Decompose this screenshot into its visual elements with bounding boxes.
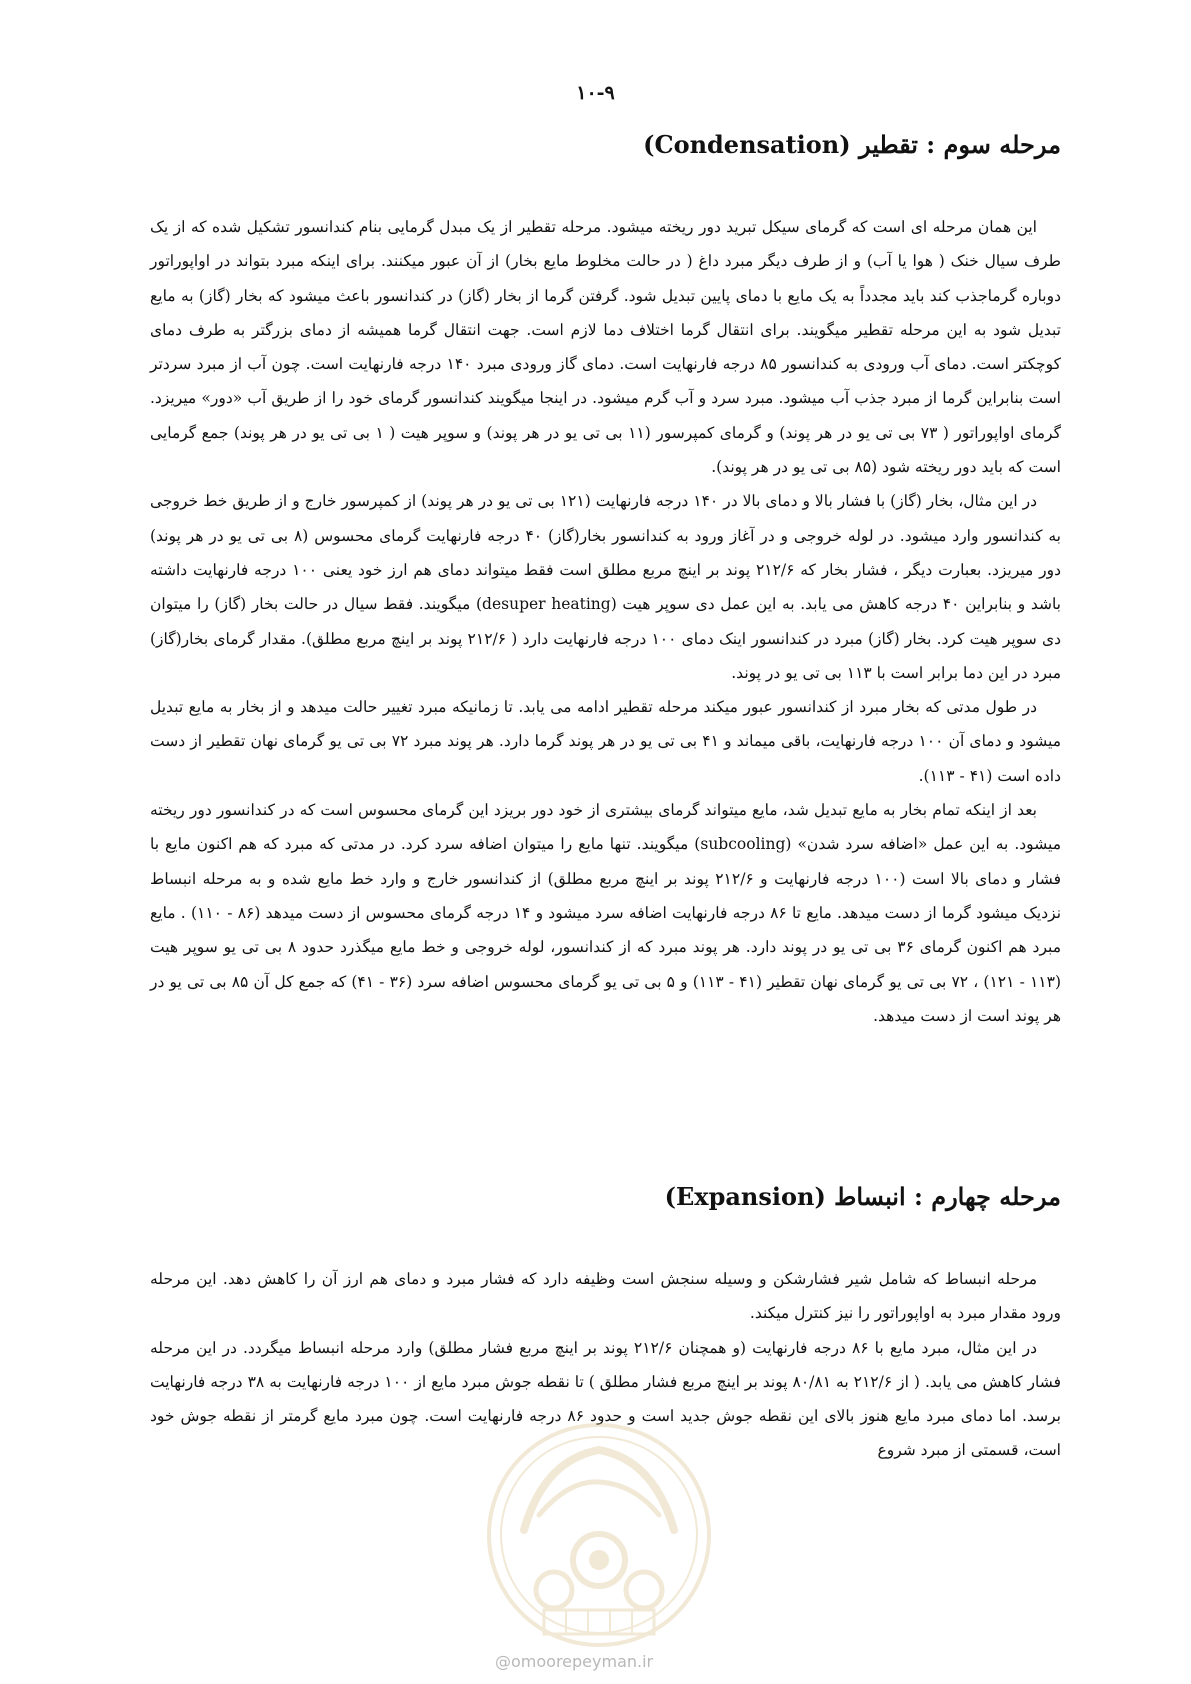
paragraph: این همان مرحله ای است که گرمای سیکل تبرید دور ریخته میشود. مرحله تقطیر از یک مبدل گرمایی بنام کندانسور تشکیل شده که از یک طرف سیال خنک ( هوا یا آب) و از طرف دیگر مبرد داغ ( در حالت مخلوط مایع بخار) از آن عبور میکنند. برای اینکه مبرد بتواند در اواپوراتور دوباره گرماجذب کند باید مجدداً به یک مایع با دمای پایین تبدیل شود. گرفتن گرما از بخار (گاز) در کندانسور باعث میشود که بخار (گاز) به مایع تبدیل شود به این مرحله تقطیر میگویند. برای انتقال گرما اختلاف دما لازم است. جهت انتقال گرما همیشه از دمای بزرگتر به طرف دمای کوچکتر است. دمای آب ورودی به کندانسور ۸۵ درجه فارنهایت است. دمای گاز ورودی مبرد ۱۴۰ درجه فارنهایت است. چون آب از مبرد سردتر است بنابراین گرما از مبرد جذب آب میشود. مبرد سرد و آب گرم میشود. در اینجا میگویند کندانسور گرمای خود را از طریق آب «دور» میریزد. گرمای اواپوراتور ( ۷۳ بی تی یو در هر پوند) و گرمای کمپرسور (۱۱ بی تی یو در هر پوند) و سوپر هیت ( ۱ بی تی یو در هر پوند) جمع گرمایی است که باید دور ریخته شود (۸۵ بی تی یو در هر پوند). <box>150 218 1062 477</box>
paragraph: در این مثال، بخار (گاز) با فشار بالا و دمای بالا در ۱۴۰ درجه فارنهایت (۱۲۱ بی تی یو در هر پوند) از کمپرسور خارج و از طریق خط خروجی به کندانسور وارد میشود. در لوله خروجی و در آغاز ورود به کندانسور بخار(گاز) ۴۰ درجه فارنهایت گرمای محسوس (۸ بی تی یو در هر پوند) دور میریزد. بعبارت دیگر ، فشار بخار که ۲۱۲/۶ پوند بر اینچ مربع مطلق است فقط میتواند دمای هم ارز خود یعنی ۱۰۰ درجه فارنهایت داشته باشد و بنابراین ۴۰ درجه کاهش می یابد. به این عمل دی سوپر هیت (desuper heating) میگویند. فقط سیال در حالت بخار (گاز) را میتوان دی سوپر هیت کرد. بخار (گاز) مبرد در کندانسور اینک دمای ۱۰۰ درجه فارنهایت دارد ( ۲۱۲/۶ پوند بر اینچ مربع مطلق). مقدار گرمای بخار(گاز) مبرد در این دما برابر است با ۱۱۳ بی تی یو در پوند. <box>150 492 1061 682</box>
paragraph: بعد از اینکه تمام بخار به مایع تبدیل شد، مایع میتواند گرمای بیشتری از خود دور بریزد این گرمای محسوس است که در کندانسور دور ریخته میشود. به این عمل «اضافه سرد شدن» (subcooling) میگویند. تنها مایع را میتوان اضافه سرد کرد. در مدتی که مبرد که هم اکنون مایع با فشار و دمای بالا است (۱۰۰ درجه فارنهایت و ۲۱۲/۶ پوند بر اینچ مربع مطلق) از کندانسور خارج و وارد خط مایع شده و به مرحله انبساط نزدیک میشود گرما از دست میدهد. مایع تا ۸۶ درجه فارنهایت اضافه سرد میشود و ۱۴ درجه گرمای محسوس از دست میدهد (۸۶ - ۱۱۰) . مایع مبرد هم اکنون گرمای ۳۶ بی تی یو در پوند دارد. هر پوند مبرد که از کندانسور، لوله خروجی و خط مایع میگذرد حدود ۸ بی تی یو سوپر هیت (۱۱۳ - ۱۲۱) ، ۷۲ بی تی یو گرمای نهان تقطیر (۴۱ - ۱۱۳) و ۵ بی تی یو گرمای محسوس اضافه سرد (۳۶ - ۴۱) که جمع کل آن ۸۵ بی تی یو در هر پوند است از دست میدهد. <box>150 801 1062 1025</box>
watermark-url: @omoorepeyman.ir <box>495 1652 654 1671</box>
section-heading-condensation: مرحله سوم : تقطیر (Condensation) <box>643 130 1061 159</box>
watermark-seal-logo <box>484 1420 714 1650</box>
section-heading-expansion: مرحله چهارم : انبساط (Expansion) <box>664 1182 1061 1211</box>
paragraph: مرحله انبساط که شامل شیر فشارشکن و وسیله سنجش است وظیفه دارد که فشار مبرد و دمای هم ارز آن را کاهش دهد. این مرحله ورود مقدار مبرد به اواپوراتور را نیز کنترل میکند. <box>150 1270 1061 1323</box>
page-number: ۱۰-۹ <box>576 82 615 104</box>
section-body-condensation <box>150 210 1061 1033</box>
paragraph: در این مثال، مبرد مایع با ۸۶ درجه فارنهایت (و همچنان ۲۱۲/۶ پوند بر اینچ مربع فشار مطلق) وارد مرحله انبساط میگردد. در این مرحله فشار کاهش می یابد. ( از ۲۱۲/۶ به ۸۰/۸۱ پوند بر اینچ مربع فشار مطلق ) تا نقطه جوش مبرد مایع از ۱۰۰ درجه فارنهایت به ۳۸ درجه فارنهایت برسد. اما دمای مبرد مایع هنوز بالای این نقطه جوش جدید است و حدود ۸۶ درجه فارنهایت است. چون مبرد مایع گرمتر از نقطه جوش خود است، قسمتی از مبرد شروع <box>150 1338 1062 1460</box>
paragraph: در طول مدتی که بخار مبرد از کندانسور عبور میکند مرحله تقطیر ادامه می یابد. تا زمانیکه مبرد تغییر حالت میدهد و از بخار به مایع تبدیل میشود و دمای آن ۱۰۰ درجه فارنهایت، باقی میماند و ۴۱ بی تی یو در هر پوند گرما دارد. هر پوند مبرد ۷۲ بی تی یو گرمای نهان تقطیر از دست داده است (۴۱ - ۱۱۳). <box>150 698 1062 785</box>
